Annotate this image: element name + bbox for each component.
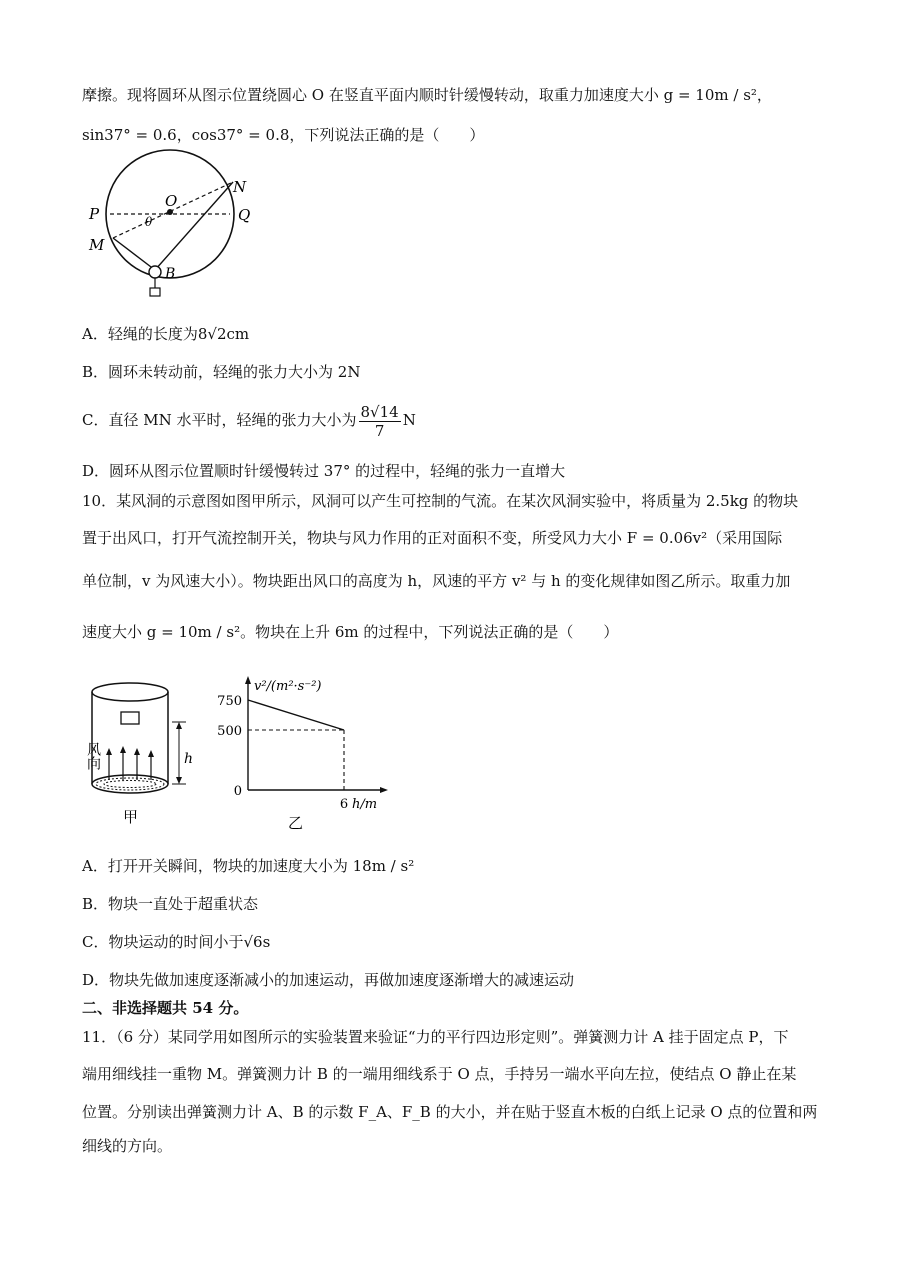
q9-stem-line1: 摩擦。现将圆环从图示位置绕圆心 O 在竖直平面内顺时针缓慢转动，取重力加速度大小 g = 10m / s²， bbox=[82, 86, 772, 104]
label-theta: θ bbox=[145, 215, 153, 229]
q10-option-b: B．物块一直处于超重状态 bbox=[82, 895, 259, 913]
q11-stem-line2: 端用细线挂一重物 M。弹簧测力计 B 的一端用细线系于 O 点，手持另一端水平向左拉，使结点 O 静止在某 bbox=[82, 1065, 797, 1083]
y-tick-label: 0 bbox=[233, 784, 242, 799]
x-axis-arrow bbox=[380, 787, 388, 793]
label-P: P bbox=[89, 205, 100, 223]
q9-option-c-text: C．直径 MN 水平时，轻绳的张力大小为 bbox=[82, 411, 357, 429]
q9-option-d: D．圆环从图示位置顺时针缓慢转过 37° 的过程中，轻绳的张力一直增大 bbox=[82, 462, 566, 480]
chart-marks bbox=[248, 700, 344, 790]
q10-stem-line4: 速度大小 g = 10m / s²。物块在上升 6m 的过程中，下列说法正确的是（ ） bbox=[82, 623, 619, 641]
chart-axes bbox=[217, 676, 388, 812]
q9-figure-circle bbox=[85, 150, 265, 302]
label-O: O bbox=[165, 192, 178, 210]
jia-wind-label: 风向 bbox=[85, 742, 101, 770]
yi-caption: 乙 bbox=[288, 814, 304, 832]
q11-stem-line3: 位置。分别读出弹簧测力计 A、B 的示数 F_A、F_B 的大小，并在贴于竖直木板的白纸上记录 O 点的位置和两 bbox=[82, 1103, 818, 1121]
x-tick-label: 6 bbox=[339, 797, 349, 812]
jia-h-label: h bbox=[184, 751, 194, 767]
q9-option-a-value: 8√2cm bbox=[197, 325, 250, 343]
jia-caption: 甲 bbox=[123, 808, 139, 826]
q9-option-c-denominator: 7 bbox=[374, 421, 385, 440]
q9-option-a-text: A．轻绳的长度为 bbox=[82, 325, 198, 343]
q9-option-c-numerator: 8√14 bbox=[360, 402, 399, 421]
y-axis-arrow bbox=[245, 676, 251, 684]
chart-y-axis-label: v²/(m²·s⁻²) bbox=[254, 679, 322, 694]
q10-option-c-value: √6s bbox=[243, 933, 271, 951]
q10-stem-line2: 置于出风口，打开气流控制开关，物块与风力作用的正对面积不变，所受风力大小 F = 0.06v²（采用国际 bbox=[82, 529, 783, 547]
q11-stem-line1: 11．（6 分）某同学用如图所示的实验装置来验证“力的平行四边形定则”。弹簧测力计 A 挂于固定点 P，下 bbox=[82, 1028, 789, 1046]
q10-option-c bbox=[82, 931, 270, 953]
label-Q: Q bbox=[238, 206, 251, 224]
q9-option-c-unit: N bbox=[402, 411, 416, 429]
q10-stem-line3: 单位制，v 为风速大小）。物块距出风口的高度为 h，风速的平方 v² 与 h 的变化规律如图乙所示。取重力加 bbox=[82, 572, 791, 590]
q10-figure-jia bbox=[85, 672, 205, 832]
q9-option-c bbox=[82, 400, 416, 440]
series-line bbox=[248, 700, 344, 730]
q9-stem-line2: sin37° = 0.6，cos37° = 0.8，下列说法正确的是（ ） bbox=[82, 126, 485, 144]
q11-stem-line4: 细线的方向。 bbox=[82, 1137, 173, 1155]
label-M: M bbox=[89, 236, 105, 254]
q10-option-a: A．打开开关瞬间，物块的加速度大小为 18m / s² bbox=[82, 857, 415, 875]
q10-chart-yi bbox=[217, 672, 390, 832]
y-tick-label: 500 bbox=[217, 724, 242, 739]
y-tick-label: 750 bbox=[217, 694, 242, 709]
q9-option-a bbox=[82, 323, 249, 345]
q9-option-c-fraction bbox=[359, 403, 401, 440]
q10-option-c-text: C．物块运动的时间小于 bbox=[82, 933, 244, 951]
q9-option-b: B．圆环未转动前，轻绳的张力大小为 2N bbox=[82, 363, 361, 381]
section-2-heading: 二、非选择题共 54 分。 bbox=[82, 999, 249, 1017]
q10-option-d: D．物块先做加速度逐渐减小的加速运动，再做加速度逐渐增大的减速运动 bbox=[82, 971, 575, 989]
label-N: N bbox=[233, 178, 247, 196]
chart-x-axis-label: h/m bbox=[352, 797, 378, 812]
label-B: B bbox=[165, 266, 176, 282]
q10-stem-line1: 10．某风洞的示意图如图甲所示，风洞可以产生可控制的气流。在某次风洞实验中，将质量为 2.5kg 的物块 bbox=[82, 492, 799, 510]
